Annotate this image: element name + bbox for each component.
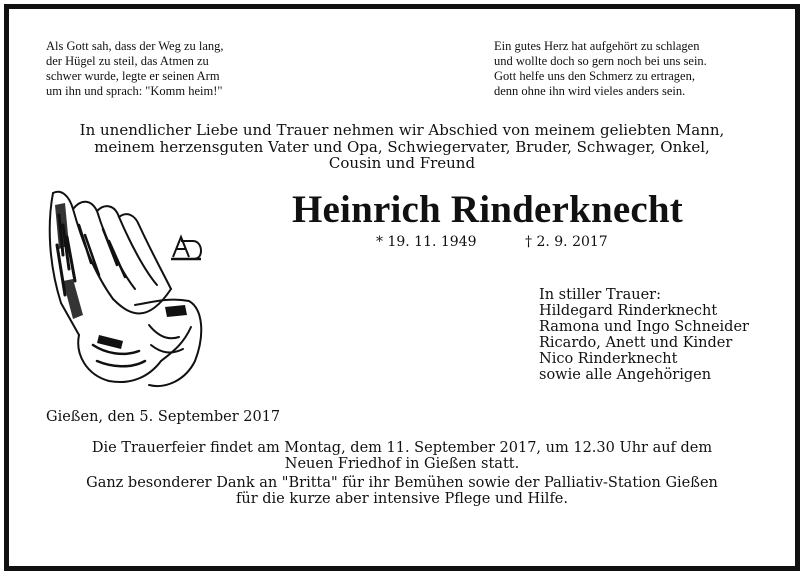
monogram-icon xyxy=(171,237,201,259)
place-date: Gießen, den 5. September 2017 xyxy=(46,409,281,425)
death-date: † 2. 9. 2017 xyxy=(525,234,608,250)
poem-right-line: Gott helfe uns den Schmerz zu ertragen, xyxy=(494,69,695,83)
poem-right-line: und wollte doch so gern noch bei uns sein. xyxy=(494,54,707,68)
obituary-frame xyxy=(4,4,800,571)
mourner-name: Nico Rinderknecht xyxy=(539,351,678,367)
mourner-name: Hildegard Rinderknecht xyxy=(539,303,718,319)
poem-left-line: schwer wurde, legte er seinen Arm xyxy=(46,69,220,83)
mourner-name: sowie alle Angehörigen xyxy=(539,367,712,383)
intro-text xyxy=(9,122,795,172)
mourner-name: Ramona und Ingo Schneider xyxy=(539,319,749,335)
intro-line: meinem herzensguten Vater und Opa, Schwiegervater, Bruder, Schwager, Onkel, xyxy=(94,137,710,156)
notice-line: Ganz besonderer Dank an "Britta" für ihr Bemühen sowie der Palliativ-Station Gießen xyxy=(86,475,718,491)
praying-hands-icon xyxy=(39,185,209,395)
funeral-notice xyxy=(9,440,795,507)
notice-line: für die kurze aber intensive Pflege und Hilfe. xyxy=(236,491,568,507)
intro-line: Cousin und Freund xyxy=(328,154,476,172)
mourners-block xyxy=(539,287,749,383)
notice-line: Neuen Friedhof in Gießen statt. xyxy=(284,456,520,472)
notice-line: Die Trauerfeier findet am Montag, dem 11. September 2017, um 12.30 Uhr auf dem xyxy=(91,440,713,456)
poem-left xyxy=(46,39,224,99)
deceased-name: Heinrich Rinderknecht xyxy=(292,188,683,231)
mourner-name: Ricardo, Anett und Kinder xyxy=(539,335,733,351)
poem-left-line: Als Gott sah, dass der Weg zu lang, xyxy=(46,39,224,53)
poem-left-line: um ihn und sprach: "Komm heim!" xyxy=(46,84,223,98)
poem-left-line: der Hügel zu steil, das Atmen zu xyxy=(46,54,209,68)
mourners-heading: In stiller Trauer: xyxy=(539,287,661,303)
intro-line: In unendlicher Liebe und Trauer nehmen wir Abschied von meinem geliebten Mann, xyxy=(79,121,725,139)
poem-right-line: denn ohne ihn wird vieles anders sein. xyxy=(494,84,686,98)
poem-right xyxy=(494,39,707,99)
poem-right-line: Ein gutes Herz hat aufgehört zu schlagen xyxy=(494,39,700,53)
birth-date: * 19. 11. 1949 xyxy=(376,234,477,250)
